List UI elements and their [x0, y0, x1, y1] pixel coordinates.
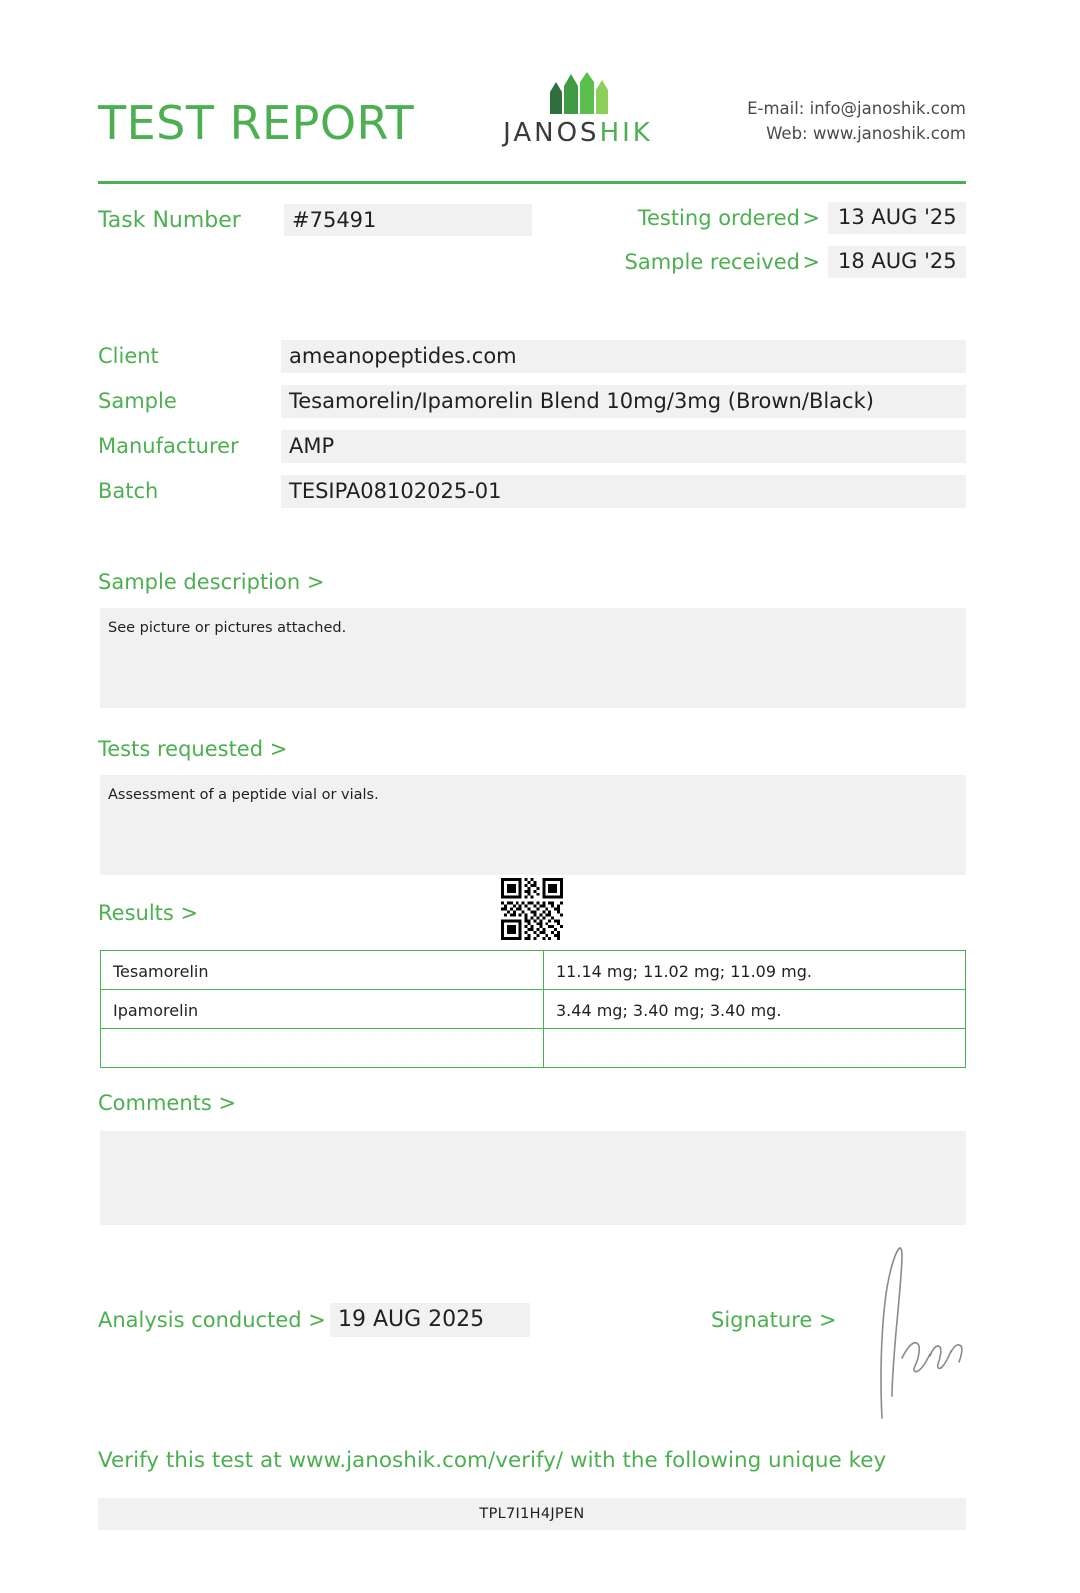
info-row-batch: [98, 475, 966, 511]
comments-heading: Comments >: [98, 1091, 237, 1115]
mountain-logo-icon: [538, 68, 618, 116]
tests-requested-heading: Tests requested >: [98, 737, 288, 761]
testing-ordered-label: Testing ordered: [637, 206, 800, 230]
sample-received-value: 18 AUG '25: [828, 246, 966, 278]
contact-email: E-mail: info@janoshik.com: [747, 99, 966, 118]
page-title: TEST REPORT: [98, 96, 415, 150]
dates-block: [496, 202, 966, 282]
results-heading: Results >: [98, 901, 199, 925]
report-content: [98, 0, 966, 1593]
analysis-conducted-date: 19 AUG 2025: [330, 1303, 530, 1337]
client-value: ameanopeptides.com: [281, 340, 966, 373]
unique-key-value: TPL7I1H4JPEN: [98, 1498, 966, 1530]
testing-ordered-caret: >: [802, 206, 820, 230]
sample-label: Sample: [98, 389, 177, 413]
client-label: Client: [98, 344, 159, 368]
results-table: [100, 950, 966, 1068]
sample-description-box: [100, 608, 966, 708]
sample-received-row: [496, 246, 966, 282]
result-value: 3.44 mg; 3.40 mg; 3.40 mg.: [544, 990, 966, 1029]
sample-received-caret: >: [802, 250, 820, 274]
table-row: [101, 990, 966, 1029]
result-value: [544, 1029, 966, 1068]
batch-value: TESIPA08102025-01: [281, 475, 966, 508]
sample-description-heading: Sample description >: [98, 570, 325, 594]
batch-label: Batch: [98, 479, 159, 503]
comments-box: [100, 1131, 966, 1225]
brand-logo: [468, 68, 688, 168]
comments-text: [100, 1131, 966, 1143]
tests-requested-box: [100, 775, 966, 875]
header-divider: [98, 181, 966, 184]
brand-wordmark-dark: JANOS: [503, 118, 600, 148]
result-name: Tesamorelin: [101, 951, 544, 990]
task-number-value: #75491: [284, 204, 532, 236]
table-row: [101, 1029, 966, 1068]
verify-text: Verify this test at www.janoshik.com/verify/ with the following unique key: [98, 1448, 887, 1473]
result-name: [101, 1029, 544, 1068]
brand-wordmark-green: HIK: [599, 118, 653, 148]
testing-ordered-row: [496, 202, 966, 238]
manufacturer-value: AMP: [281, 430, 966, 463]
info-row-client: [98, 340, 966, 376]
signature-mark: [858, 1240, 978, 1420]
task-number-label: Task Number: [98, 208, 241, 233]
result-name: Ipamorelin: [101, 990, 544, 1029]
sample-received-label: Sample received: [624, 250, 800, 274]
result-value: 11.14 mg; 11.02 mg; 11.09 mg.: [544, 951, 966, 990]
manufacturer-label: Manufacturer: [98, 434, 239, 458]
brand-wordmark: [468, 118, 688, 148]
info-row-sample: [98, 385, 966, 421]
qr-code-icon: [496, 878, 568, 940]
table-row: [101, 951, 966, 990]
testing-ordered-value: 13 AUG '25: [828, 202, 966, 234]
sample-value: Tesamorelin/Ipamorelin Blend 10mg/3mg (Brown/Black): [281, 385, 966, 418]
report-header: [98, 68, 966, 166]
info-row-manufacturer: [98, 430, 966, 466]
tests-requested-text: Assessment of a peptide vial or vials.: [108, 787, 379, 803]
signature-label: Signature >: [711, 1308, 837, 1332]
info-fields: [98, 340, 966, 520]
analysis-conducted-label: Analysis conducted >: [98, 1308, 326, 1332]
contact-web: Web: www.janoshik.com: [766, 124, 966, 143]
contact-info: [747, 96, 966, 146]
sample-description-text: See picture or pictures attached.: [108, 620, 347, 636]
